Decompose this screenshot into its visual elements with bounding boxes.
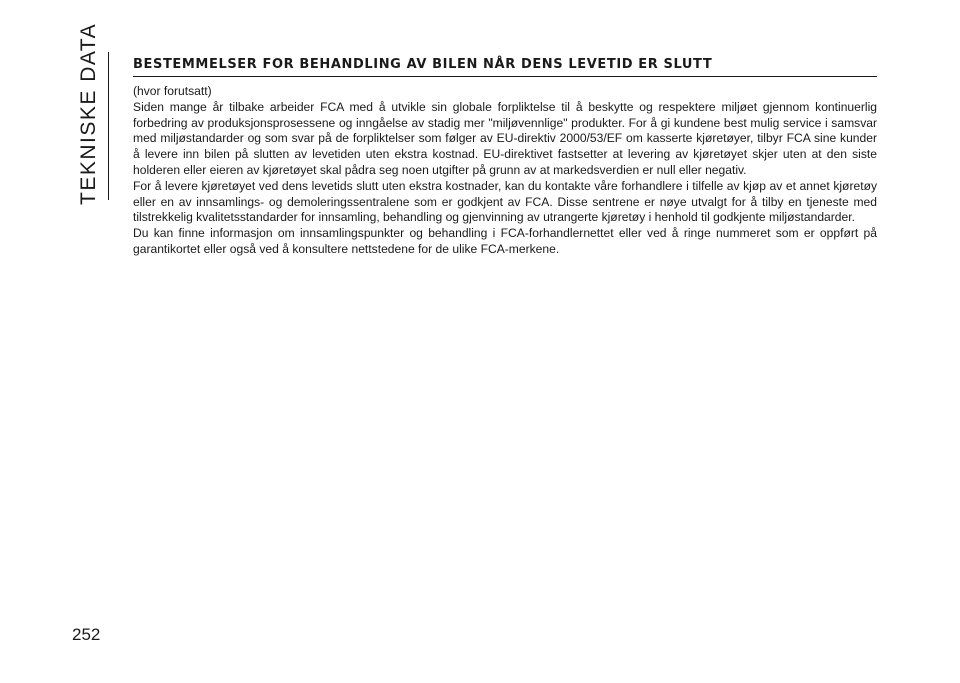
body-paragraph: Siden mange år tilbake arbeider FCA med å utvikle sin globale forpliktelse til å beskytte og respektere miljøet gjennom kontinuerlig forbedring av produksjonsprosessene og inngåelse av stadig mer "miljøvennlige" produkter. For å gi kundene best mulig service i samsvar med miljøstandarder og som svar på de forpliktelser som følger av EU-direktiv 2000/53/EF om kasserte kjøretøyer, tilbyr FCA sine kunder å levere inn bilen på slutten av levetiden uten ekstra kostnad. EU-direktivet fastsetter at levering av kjøretøyet skjer uten at den siste holderen eller eieren av kjøretøyet skal pådra seg noen utgifter på grunn av at markedsverdien er null eller negativ. <box>133 99 877 177</box>
main-content <box>133 57 877 258</box>
body-paragraph: Du kan finne informasjon om innsamlingspunkter og behandling i FCA-forhandlernettet eller ved å ringe nummeret som er oppført på garantikortet eller også ved å konsultere nettstedene for de ulike FCA-merkene. <box>133 226 877 256</box>
chapter-side-label: TEKNISKE DATA <box>77 22 100 205</box>
body-paragraph: For å levere kjøretøyet ved dens levetids slutt uten ekstra kostnader, kan du kontakte våre forhandlere i tilfelle av kjøp av et annet kjøretøy eller en av innsamlings- og demoleringssentralene som er godkjent av FCA. Disse sentrene er nøye utvalgt for å tilby en tjeneste med tilstrekkelig kvalitetsstandarder for innsamling, behandling og gjenvinning av utrangerte kjøretøy i henhold til godkjente miljøstandarder. <box>133 178 877 225</box>
section-title: BESTEMMELSER FOR BEHANDLING AV BILEN NÅR DENS LEVETID ER SLUTT <box>133 57 877 77</box>
section-subtitle: (hvor forutsatt) <box>133 84 212 98</box>
page-number: 252 <box>72 625 101 644</box>
chapter-divider-line <box>108 52 109 200</box>
